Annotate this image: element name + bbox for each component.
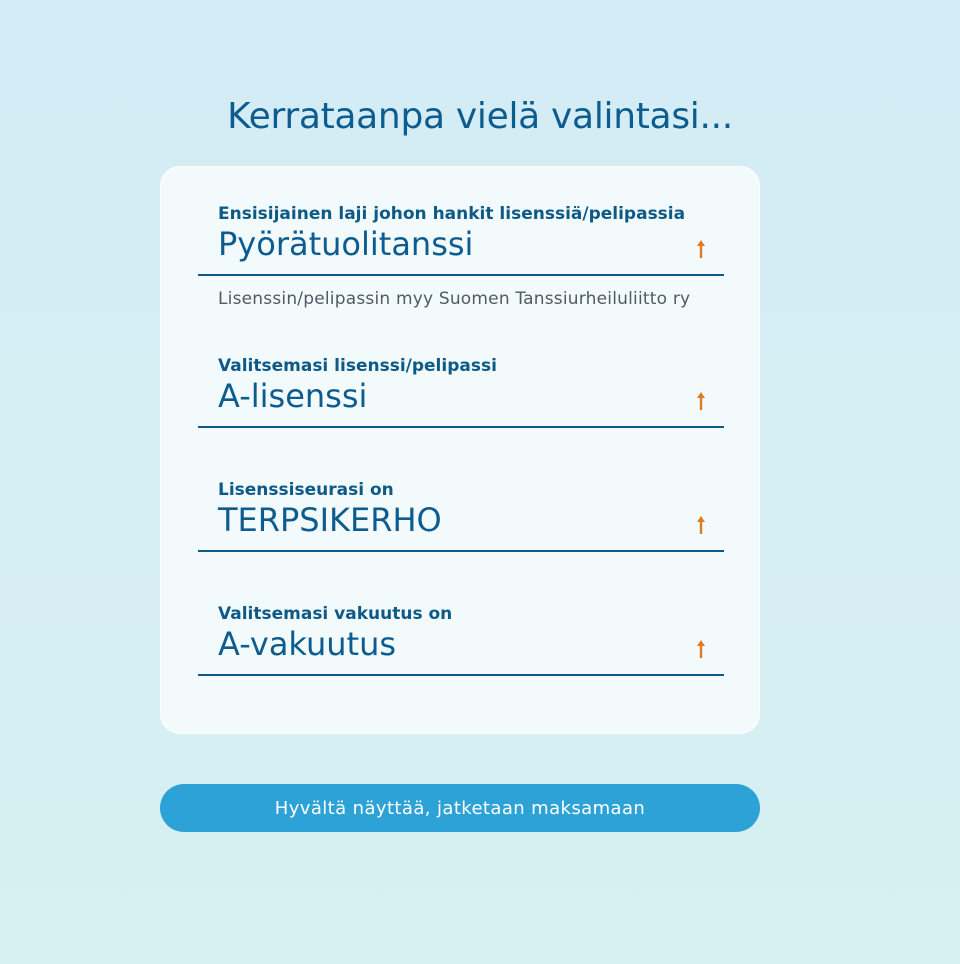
summary-card: [160, 166, 760, 734]
up-arrow-icon[interactable]: [694, 514, 708, 536]
sport-help-text: Lisenssin/pelipassin myy Suomen Tanssiurheiluliitto ry: [218, 289, 691, 309]
insurance-label: Valitsemasi vakuutus on: [218, 604, 453, 624]
sport-label: Ensisijainen laji johon hankit lisenssiä/pelipassia: [218, 204, 686, 224]
continue-to-payment-button[interactable]: Hyvältä näyttää, jatketaan maksamaan: [160, 784, 760, 832]
up-arrow-icon[interactable]: [694, 638, 708, 660]
club-label: Lisenssiseurasi on: [218, 480, 394, 500]
insurance-value: A-vakuutus: [218, 625, 397, 663]
license-label: Valitsemasi lisenssi/pelipassi: [218, 356, 497, 376]
up-arrow-icon[interactable]: [694, 390, 708, 412]
license-underline: [198, 426, 724, 428]
page-title: Kerrataanpa vielä valintasi...: [227, 96, 733, 137]
license-value: A-lisenssi: [218, 377, 368, 415]
up-arrow-icon[interactable]: [694, 238, 708, 260]
sport-underline: [198, 274, 724, 276]
club-field[interactable]: [198, 473, 724, 583]
insurance-underline: [198, 674, 724, 676]
club-underline: [198, 550, 724, 552]
insurance-field[interactable]: [198, 597, 724, 707]
license-field[interactable]: [198, 349, 724, 459]
sport-value: Pyörätuolitanssi: [218, 225, 474, 263]
club-value: TERPSIKERHO: [218, 501, 442, 539]
